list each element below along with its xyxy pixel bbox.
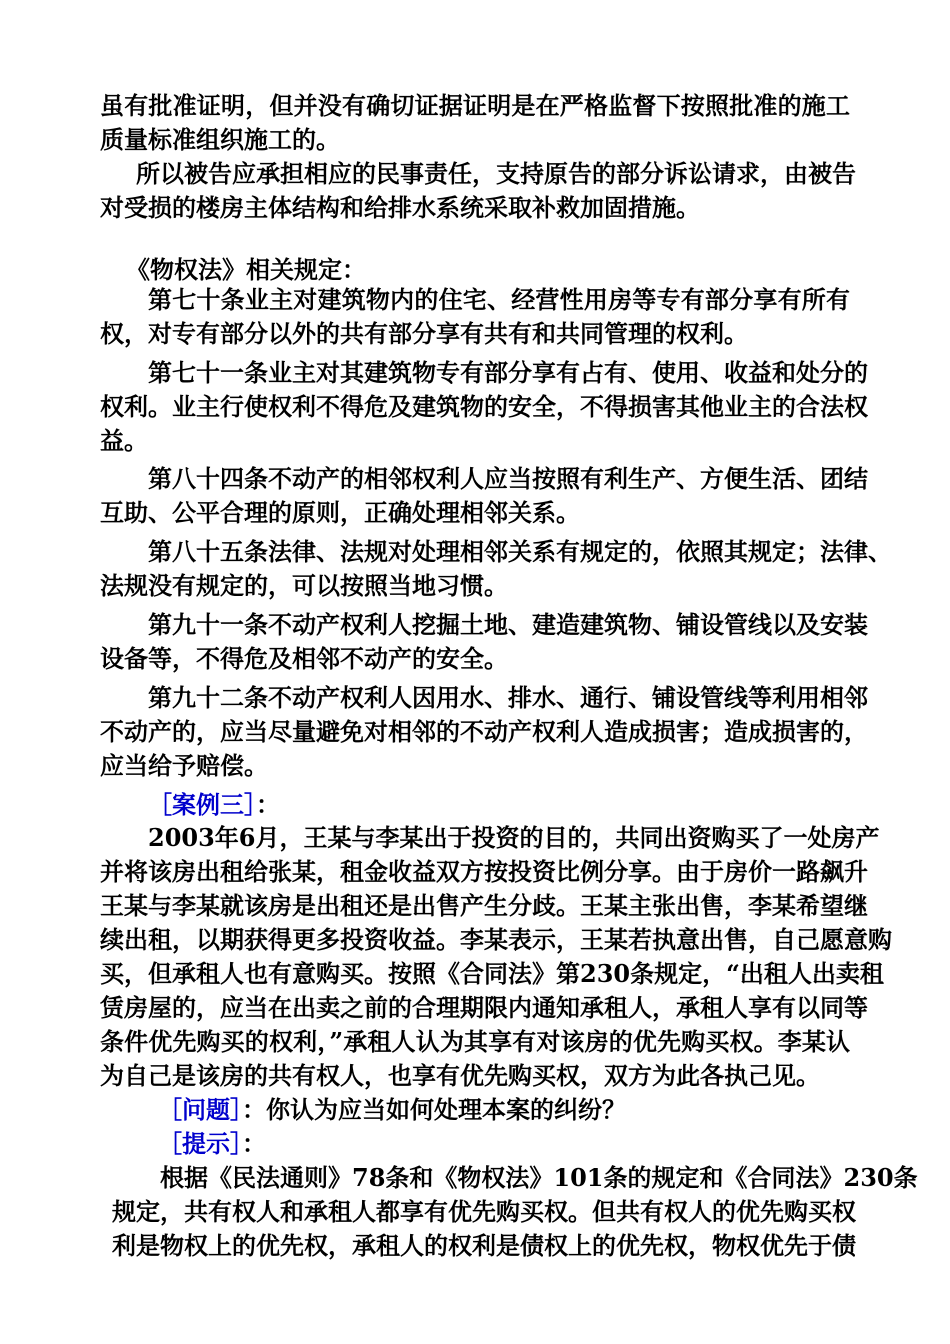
paragraph-line: 第八十四条不动产的相邻权利人应当按照有利生产、方便生活、团结 bbox=[148, 464, 868, 493]
hint-colon: ： bbox=[242, 1129, 266, 1158]
paragraph-line: 第九十二条不动产权利人因用水、排水、通行、铺设管线等利用相邻 bbox=[148, 683, 868, 712]
paragraph-line: 根据《民法通则》78条和《物权法》101条的规定和《合同法》230条 bbox=[160, 1163, 918, 1192]
paragraph-line: 续出租，以期获得更多投资收益。李某表示，王某若执意出售，自己愿意购 bbox=[100, 925, 892, 954]
case-heading-label: ［案例三］ bbox=[148, 790, 256, 819]
question-text: 你认为应当如何处理本案的纠纷？ bbox=[266, 1095, 626, 1124]
paragraph-line: 所以被告应承担相应的民事责任，支持原告的部分诉讼请求，由被告 bbox=[136, 159, 856, 188]
paragraph-line: 对受损的楼房主体结构和给排水系统采取补救加固措施。 bbox=[100, 193, 700, 222]
question-colon: ： bbox=[242, 1095, 266, 1124]
paragraph-line: 赁房屋的，应当在出卖之前的合理期限内通知承租人，承租人享有以同等 bbox=[100, 993, 868, 1022]
paragraph-line: 益。 bbox=[100, 426, 148, 455]
paragraph-line: 为自己是该房的共有权人，也享有优先购买权，双方为此各执己见。 bbox=[100, 1061, 820, 1090]
paragraph-line: 互助、公平合理的原则，正确处理相邻关系。 bbox=[100, 498, 580, 527]
section-heading: 《物权法》相关规定： bbox=[126, 255, 366, 284]
paragraph-line: 买，但承租人也有意购买。按照《合同法》第230条规定，“出租人出卖租 bbox=[100, 959, 884, 988]
paragraph-line: 王某与李某就该房是出租还是出售产生分歧。王某主张出售，李某希望继 bbox=[100, 891, 868, 920]
case-heading bbox=[148, 789, 280, 821]
paragraph-line: 质量标准组织施工的。 bbox=[100, 125, 340, 154]
paragraph-line: 设备等，不得危及相邻不动产的安全。 bbox=[100, 644, 508, 673]
paragraph-line: 第八十五条法律、法规对处理相邻关系有规定的，依照其规定；法律、 bbox=[148, 537, 892, 566]
case-heading-colon: ： bbox=[256, 790, 280, 819]
paragraph-line: 第七十条业主对建筑物内的住宅、经营性用房等专有部分享有所有 bbox=[148, 285, 850, 314]
paragraph-line: 权利。业主行使权利不得危及建筑物的安全，不得损害其他业主的合法权 bbox=[100, 392, 868, 421]
question-label: ［问题］ bbox=[158, 1095, 242, 1124]
paragraph-line: 并将该房出租给张某，租金收益双方按投资比例分享。由于房价一路飙升 bbox=[100, 857, 868, 886]
paragraph-line: 第七十一条业主对其建筑物专有部分享有占有、使用、收益和处分的 bbox=[148, 358, 868, 387]
paragraph-line: 第九十一条不动产权利人挖掘土地、建造建筑物、铺设管线以及安装 bbox=[148, 610, 868, 639]
paragraph-line: 虽有批准证明，但并没有确切证据证明是在严格监督下按照批准的施工 bbox=[100, 91, 850, 120]
paragraph-line: 规定，共有权人和承租人都享有优先购买权。但共有权人的优先购买权 bbox=[112, 1197, 856, 1226]
paragraph-line: 应当给予赔偿。 bbox=[100, 751, 268, 780]
paragraph-line: 条件优先购买的权利，”承租人认为其享有对该房的优先购买权。李某认 bbox=[100, 1027, 850, 1056]
paragraph-line: 权，对专有部分以外的共有部分享有共有和共同管理的权利。 bbox=[100, 319, 748, 348]
paragraph-line: 2003年6月，王某与李某出于投资的目的，共同出资购买了一处房产 bbox=[148, 823, 880, 852]
paragraph-line: 法规没有规定的，可以按照当地习惯。 bbox=[100, 571, 508, 600]
paragraph-line: 利是物权上的优先权，承租人的权利是债权上的优先权，物权优先于债 bbox=[112, 1231, 856, 1260]
hint-label: ［提示］ bbox=[158, 1129, 242, 1158]
hint-heading bbox=[158, 1128, 266, 1160]
question-line bbox=[158, 1094, 626, 1126]
paragraph-line: 不动产的，应当尽量避免对相邻的不动产权利人造成损害；造成损害的， bbox=[100, 717, 868, 746]
